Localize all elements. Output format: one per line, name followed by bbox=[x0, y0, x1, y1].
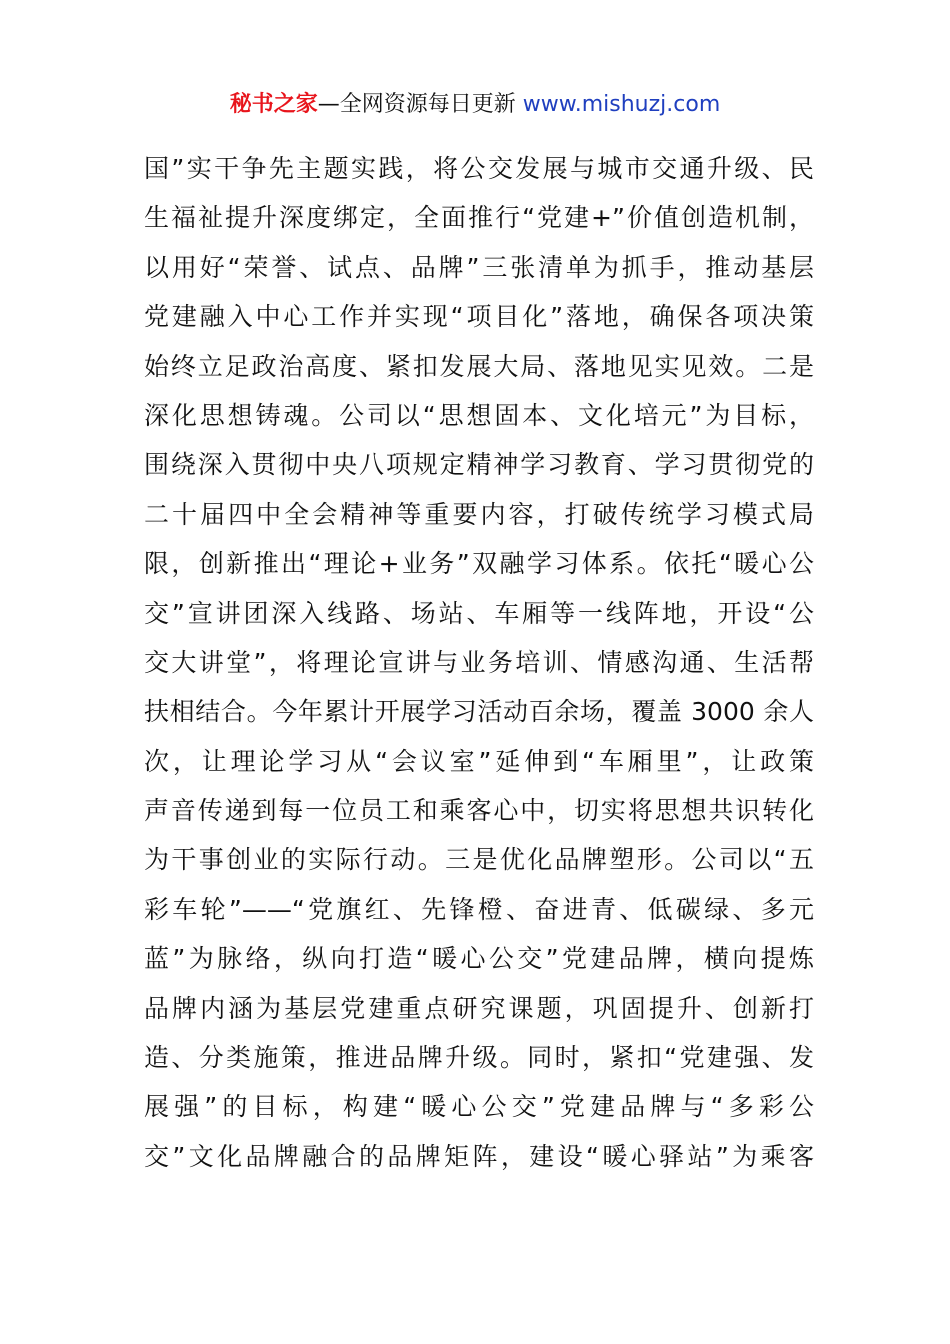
body-line: 党建融入中心工作并实现“项目化”落地，确保各项决策 bbox=[144, 302, 814, 332]
body-line: 为干事创业的实际行动。三是优化品牌塑形。公司以“五 bbox=[144, 845, 814, 875]
site-tagline: —全网资源每日更新 bbox=[317, 92, 523, 117]
body-line: 声音传递到每一位员工和乘客心中，切实将思想共识转化 bbox=[144, 796, 814, 826]
body-line: 始终立足政治高度、紧扣发展大局、落地见实见效。二是 bbox=[144, 351, 814, 381]
body-line: 扶相结合。今年累计开展学习活动百余场，覆盖 3000 余人 bbox=[144, 697, 814, 727]
site-url: www.mishuzj.com bbox=[522, 92, 721, 117]
body-line: 以用好“荣誉、试点、品牌”三张清单为抓手，推动基层 bbox=[144, 252, 814, 282]
body-line: 限，创新推出“理论+业务”双融学习体系。依托“暖心公 bbox=[144, 549, 814, 579]
body-line: 次，让理论学习从“会议室”延伸到“车厢里”，让政策 bbox=[144, 746, 814, 776]
body-line: 二十届四中全会精神等重要内容，打破传统学习模式局 bbox=[144, 499, 814, 529]
body-line: 交”文化品牌融合的品牌矩阵，建设“暖心驿站”为乘客 bbox=[144, 1141, 814, 1171]
body-line: 交”宣讲团深入线路、场站、车厢等一线阵地，开设“公 bbox=[144, 598, 814, 628]
body-line: 围绕深入贯彻中央八项规定精神学习教育、学习贯彻党的 bbox=[144, 450, 814, 480]
body-line: 国”实干争先主题实践，将公交发展与城市交通升级、民 bbox=[144, 154, 814, 183]
body-line: 造、分类施策，推进品牌升级。同时，紧扣“党建强、发 bbox=[144, 1043, 814, 1073]
body-line: 深化思想铸魂。公司以“思想固本、文化培元”为目标， bbox=[144, 400, 814, 430]
body-line: 展强”的目标，构建“暖心公交”党建品牌与“多彩公 bbox=[144, 1092, 814, 1122]
site-brand: 秘书之家 bbox=[229, 92, 318, 117]
body-line: 生福祉提升深度绑定，全面推行“党建+”价值创造机制， bbox=[144, 203, 814, 233]
document-body bbox=[144, 144, 814, 1181]
site-header bbox=[0, 88, 950, 122]
body-line: 蓝”为脉络，纵向打造“暖心公交”党建品牌，横向提炼 bbox=[144, 944, 814, 974]
body-line: 交大讲堂”，将理论宣讲与业务培训、情感沟通、生活帮 bbox=[144, 647, 814, 677]
body-line: 彩车轮”——“党旗红、先锋橙、奋进青、低碳绿、多元 bbox=[144, 894, 814, 924]
body-line: 品牌内涵为基层党建重点研究课题，巩固提升、创新打 bbox=[144, 993, 814, 1023]
